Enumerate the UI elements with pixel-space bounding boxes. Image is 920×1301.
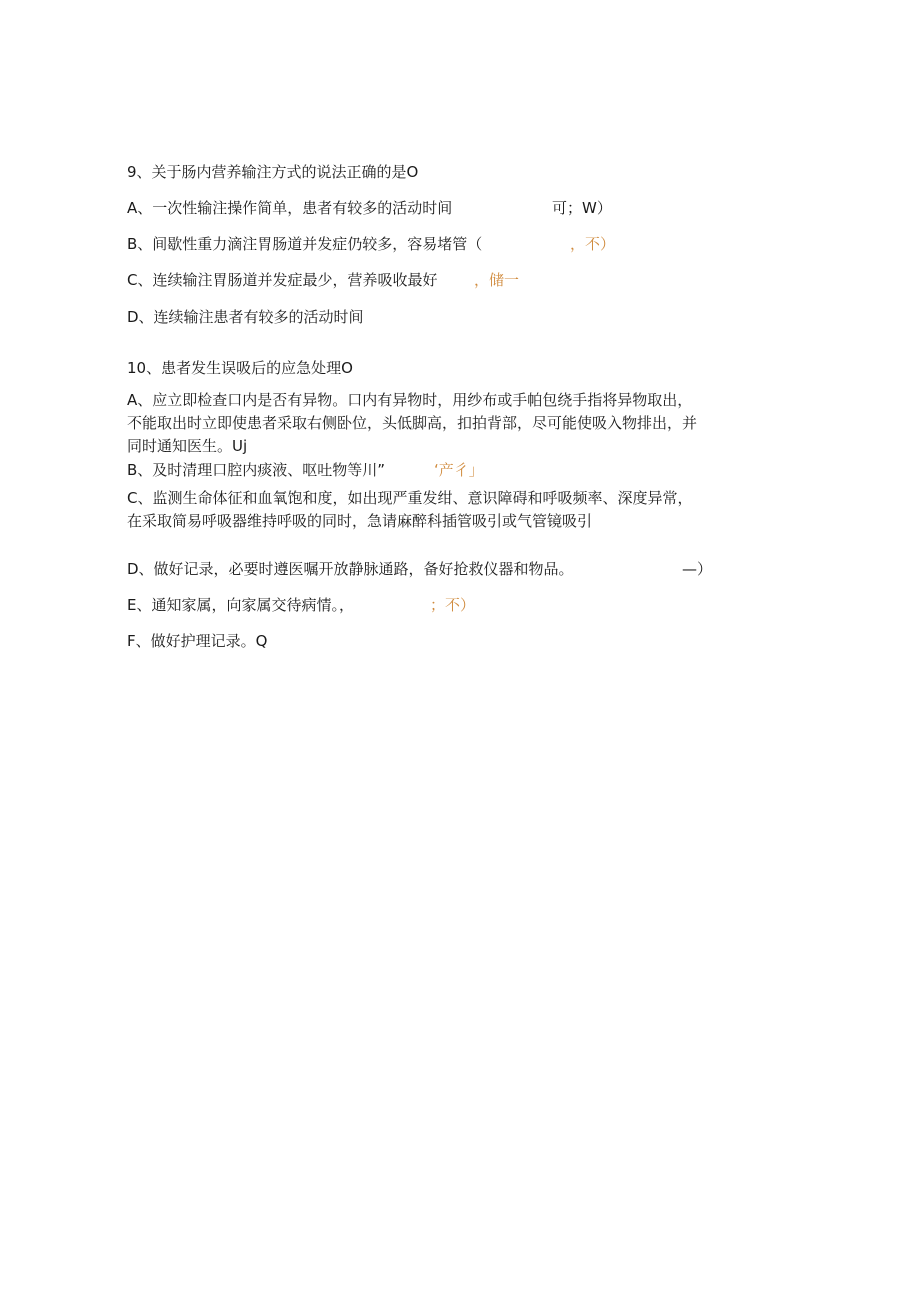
q10-option-d-mark: —） — [682, 560, 713, 578]
q10-option-e: E、通知家属，向家属交待病情。， — [127, 596, 354, 614]
q9-option-b-mark: ，不） — [570, 235, 616, 253]
q10-option-d: D、做好记录，必要时遵医嘱开放静脉通路，备好抢救仪器和物品。 — [127, 560, 574, 578]
q10-option-b: B、及时清理口腔内痰液、呕吐物等川” — [127, 461, 386, 479]
q9-option-d: D、连续输注患者有较多的活动时间 — [127, 308, 364, 326]
q9-option-c-mark: ，储一 — [474, 271, 520, 289]
q10-option-c-line-2: 在采取简易呼吸器维持呼吸的同时，急请麻醉科插管吸引或气管镜吸引 — [127, 512, 593, 530]
q10-option-e-mark: ；不） — [430, 596, 476, 614]
q9-option-a-mark: 可；W） — [552, 199, 612, 217]
q10-option-c — [127, 487, 787, 533]
q10-option-c-line-1: C、监测生命体征和血氧饱和度，如出现严重发绀、意识障碍和呼吸频率、深度异常， — [127, 489, 693, 507]
q9-option-a: A、一次性输注操作简单，患者有较多的活动时间 — [127, 199, 453, 217]
q9-option-c: C、连续输注胃肠道并发症最少，营养吸收最好 — [127, 271, 438, 289]
q10-option-f: F、做好护理记录。Q — [127, 632, 268, 650]
q10-option-b-mark: ‘产彳」 — [434, 461, 484, 479]
q9-option-b: B、间歇性重力滴注胃肠道并发症仍较多，容易堵管（ — [127, 235, 483, 253]
q10-option-a-line-2: 不能取出时立即使患者采取右侧卧位，头低脚高，扣拍背部，尽可能使吸入物排出，并 — [127, 414, 698, 432]
q9-title: 9、关于肠内营养输注方式的说法正确的是O — [127, 163, 419, 181]
q10-title: 10、患者发生误吸后的应急处理O — [127, 359, 353, 377]
q10-option-a-line-1: A、应立即检查口内是否有异物。口内有异物时，用纱布或手帕包绕手指将异物取出， — [127, 391, 693, 409]
q10-option-a — [127, 389, 787, 458]
q10-option-a-line-3: 同时通知医生。Uj — [127, 437, 248, 455]
